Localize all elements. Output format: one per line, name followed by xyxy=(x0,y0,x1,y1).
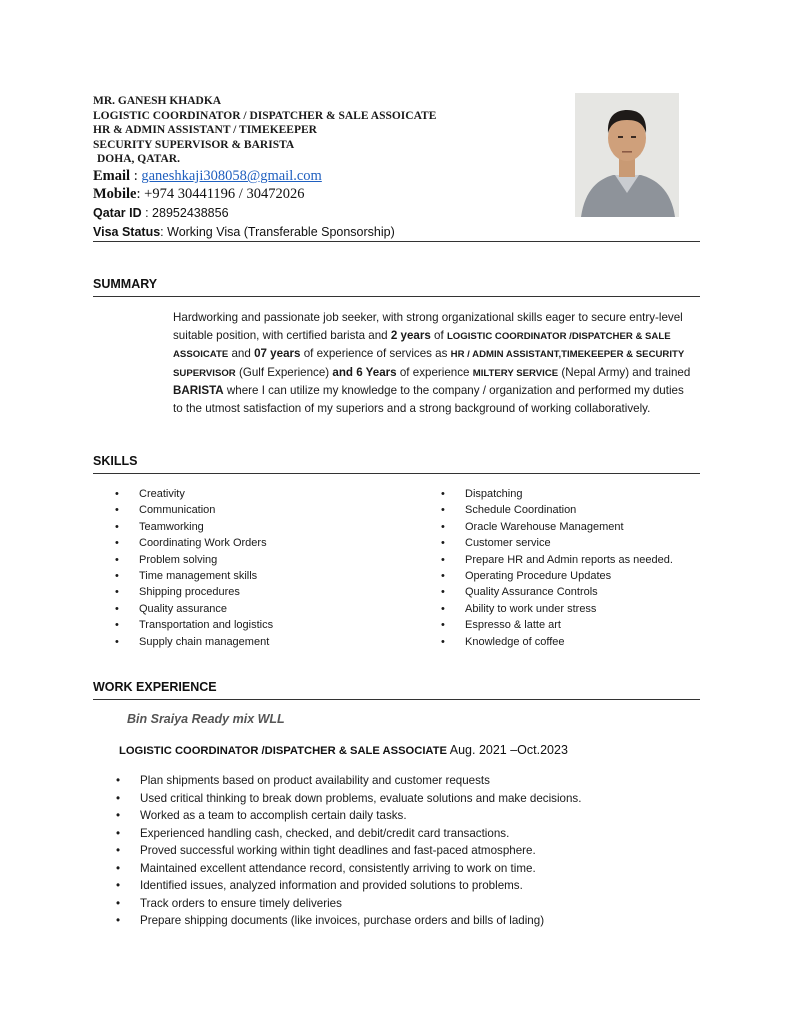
summary-role-2: HR / ADMIN ASSISTANT,TIMEKEEPER & SECURITY SUPERVISOR xyxy=(173,349,685,379)
summary-bold-2: 07 years xyxy=(254,347,301,360)
skills-list-right xyxy=(441,486,673,650)
profile-photo xyxy=(575,93,679,217)
list-item: • Operating Procedure Updates xyxy=(441,568,673,584)
job-entry-title xyxy=(119,743,568,757)
skills-divider xyxy=(93,473,700,474)
work-experience-divider xyxy=(93,699,700,700)
summary-text-7: (Nepal Army) and trained xyxy=(558,365,691,379)
list-item: • Experienced handling cash, checked, and debit/credit card transactions. xyxy=(116,825,581,843)
list-item: • Proved successful working within tight deadlines and fast-paced atmosphere. xyxy=(116,842,581,860)
resume-header xyxy=(93,94,573,167)
summary-role-1: LOGISTIC COORDINATOR /DISPATCHER & SALE ASSOICATE xyxy=(173,330,671,360)
list-item: • Maintained excellent attendance record, consistently arriving to work on time. xyxy=(116,860,581,878)
header-divider xyxy=(93,241,700,242)
list-item: • Quality assurance xyxy=(115,601,273,617)
qatar-id-row xyxy=(93,206,613,220)
list-item: • Creativity xyxy=(115,486,273,502)
list-item: • Ability to work under stress xyxy=(441,601,673,617)
summary-text-6: of experience xyxy=(396,365,473,379)
list-item: • Shipping procedures xyxy=(115,584,273,600)
list-item: • Communication xyxy=(115,502,273,518)
qatar-id-label: Qatar ID xyxy=(93,206,142,220)
list-item: • Time management skills xyxy=(115,568,273,584)
summary-text-2: of xyxy=(430,328,447,342)
mobile-number: : +974 30441196 / 30472026 xyxy=(136,186,305,202)
summary-bold-3: and 6 Years xyxy=(332,365,397,379)
summary-text xyxy=(100,309,692,417)
email-separator: : xyxy=(130,168,142,184)
summary-text-8: where I can utilize my knowledge to the company / organization and performed my duties to the utmost satisfaction of my superiors and a strong background of working collaboratively. xyxy=(173,384,684,415)
list-item: • Oracle Warehouse Management xyxy=(441,519,673,535)
candidate-name: MR. GANESH KHADKA xyxy=(93,95,222,107)
list-item: • Identified issues, analyzed information and provided solutions to problems. xyxy=(116,877,581,895)
list-item: • Knowledge of coffee xyxy=(441,634,673,650)
list-item: • Coordinating Work Orders xyxy=(115,535,273,551)
summary-heading: SUMMARY xyxy=(93,277,158,291)
visa-status-value: : Working Visa (Transferable Sponsorship) xyxy=(160,225,395,239)
list-item: • Problem solving xyxy=(115,552,273,568)
email-link[interactable]: ganeshkaji308058@gmail.com xyxy=(141,168,322,184)
skills-heading: SKILLS xyxy=(93,454,138,468)
summary-bold-4: BARISTA xyxy=(173,384,224,397)
list-item: • Plan shipments based on product availability and customer requests xyxy=(116,772,581,790)
list-item: • Worked as a team to accomplish certain daily tasks. xyxy=(116,807,581,825)
email-label: Email xyxy=(93,168,131,184)
summary-role-3: MILTERY SERVICE xyxy=(472,367,559,379)
list-item: • Schedule Coordination xyxy=(441,502,673,518)
job-title-line-3: SECURITY SUPERVISOR & BARISTA xyxy=(93,138,295,151)
list-item: • Transportation and logistics xyxy=(115,617,273,633)
summary-text-1: Hardworking and passionate job seeker, with strong organizational skills eager to secure entry-level suitable position, with certified barista and xyxy=(173,311,683,342)
list-item: • Prepare HR and Admin reports as needed. xyxy=(441,552,673,568)
mobile-row xyxy=(93,186,613,203)
summary-text-4: of experience of services as xyxy=(300,347,451,360)
duties-list xyxy=(116,772,581,930)
summary-text-3: and xyxy=(228,347,255,360)
list-item: • Supply chain management xyxy=(115,634,273,650)
email-row xyxy=(93,168,613,185)
job-title-line-1: LOGISTIC COORDINATOR / DISPATCHER & SALE ASSOICATE xyxy=(93,109,437,122)
company-name: Bin Sraiya Ready mix WLL xyxy=(127,712,285,726)
visa-status-row xyxy=(93,225,613,239)
summary-text-5: (Gulf Experience) xyxy=(235,365,333,379)
visa-status-label: Visa Status xyxy=(93,225,161,239)
summary-divider xyxy=(93,296,700,297)
work-experience-heading: WORK EXPERIENCE xyxy=(93,680,217,694)
job-dates: Aug. 2021 –Oct.2023 xyxy=(446,743,568,757)
list-item: • Quality Assurance Controls xyxy=(441,584,673,600)
job-title: LOGISTIC COORDINATOR /DISPATCHER & SALE ASSOCIATE xyxy=(119,745,447,757)
list-item: • Used critical thinking to break down problems, evaluate solutions and make decisions. xyxy=(116,790,581,808)
list-item: • Espresso & latte art xyxy=(441,617,673,633)
list-item: • Customer service xyxy=(441,535,673,551)
qatar-id-value: : 28952438856 xyxy=(141,206,229,220)
list-item: • Dispatching xyxy=(441,486,673,502)
summary-paragraph xyxy=(100,309,692,417)
list-item: • Prepare shipping documents (like invoices, purchase orders and bills of lading) xyxy=(116,912,581,930)
mobile-label: Mobile xyxy=(93,186,137,202)
location: DOHA, QATAR. xyxy=(97,153,180,166)
summary-bold-1: 2 years xyxy=(390,328,431,342)
job-title-line-2: HR & ADMIN ASSISTANT / TIMEKEEPER xyxy=(93,124,317,137)
list-item: • Teamworking xyxy=(115,519,273,535)
list-item: • Track orders to ensure timely deliveries xyxy=(116,895,581,913)
skills-list-left xyxy=(115,486,273,650)
